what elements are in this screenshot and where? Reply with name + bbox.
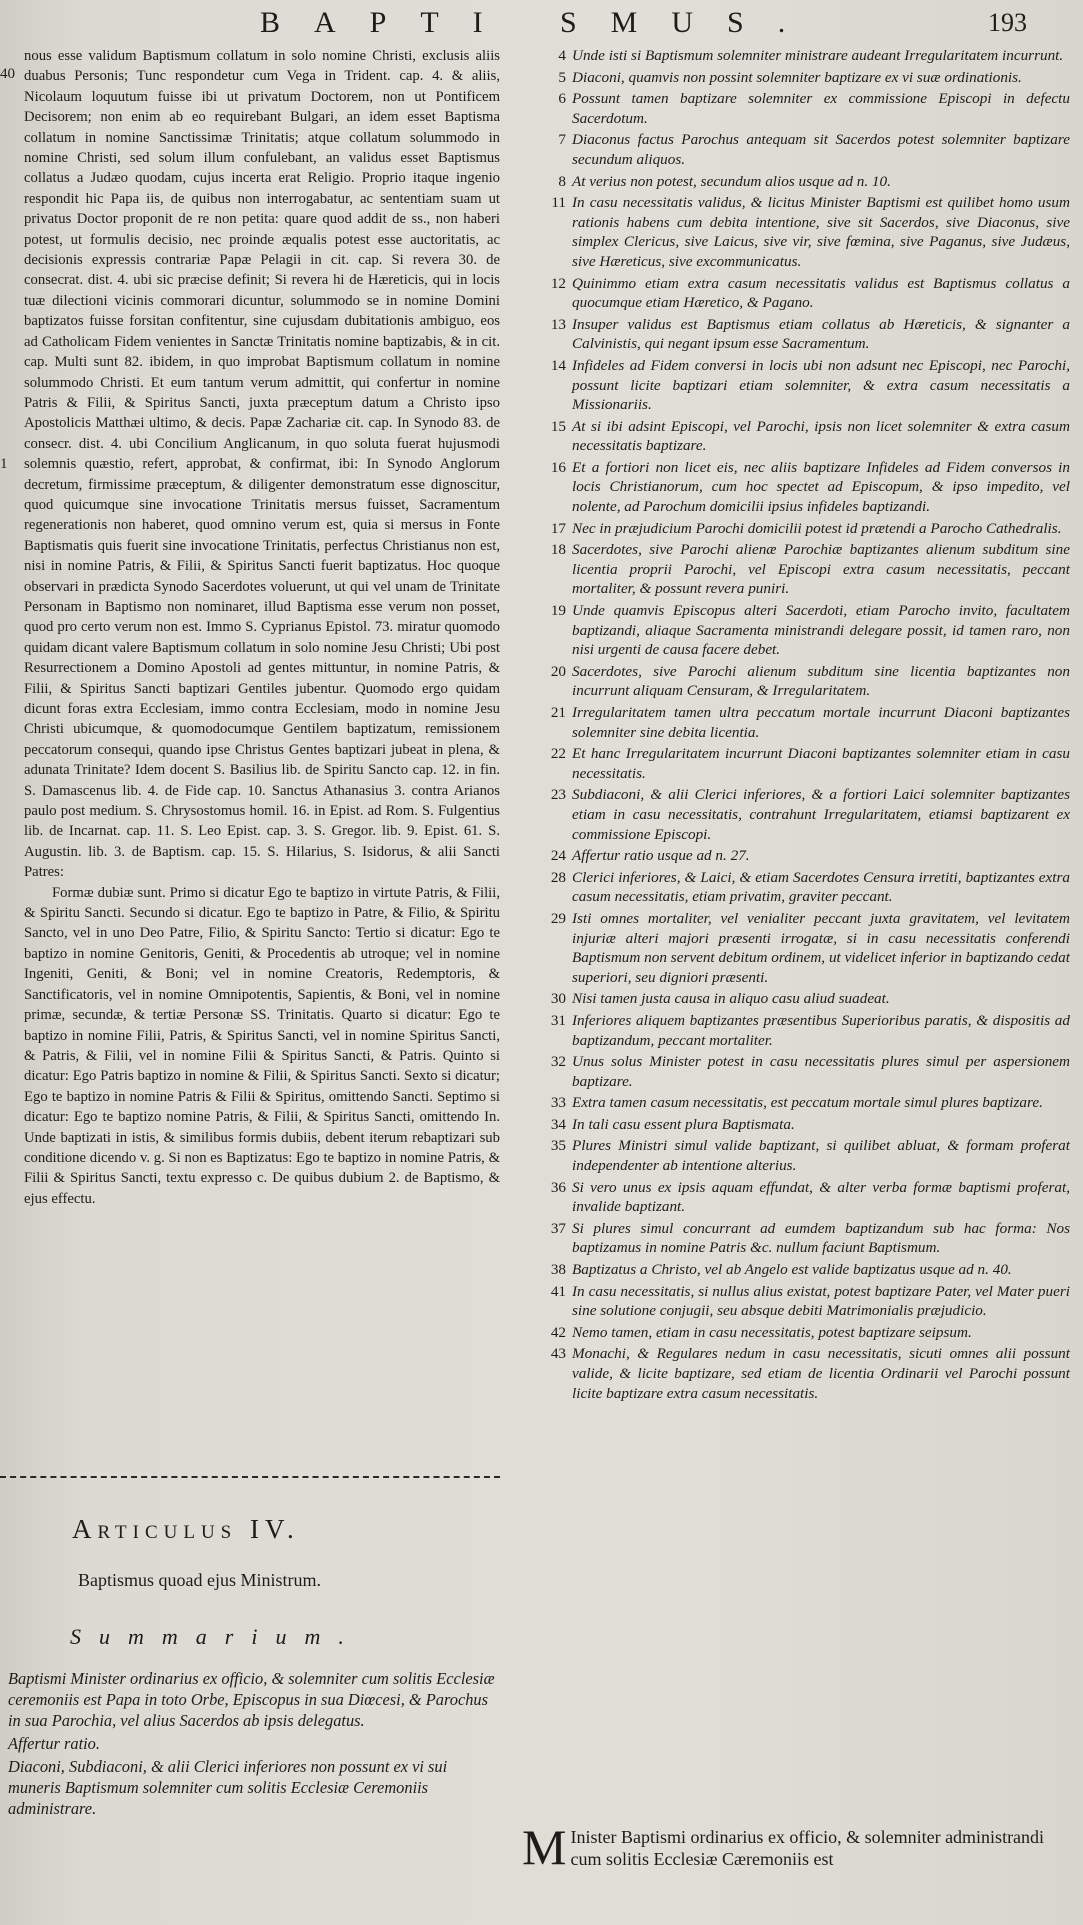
summary-point-number: 20 (550, 662, 566, 680)
summary-point (520, 1323, 1070, 1343)
article-title: Articulus IV. (72, 1514, 300, 1544)
summary-point-text: Irregularitatem tamen ultra peccatum mortale incurrunt Diaconi baptizantes solemniter sine debita licentia. (572, 704, 1070, 741)
summary-point (520, 744, 1070, 783)
summary-point (520, 1093, 1070, 1113)
summary-point-text: Insuper validus est Baptismus etiam collatus ab Hæreticis, & signanter a Calvinistis, qui negant ipsum esse Sacramentum. (572, 315, 1070, 353)
summary-point-number: 17 (550, 519, 566, 537)
summary-point (520, 68, 1070, 88)
summary-point-number: 34 (550, 1115, 566, 1133)
summary-point (520, 274, 1070, 313)
summary-point-text: Unde quamvis Episcopus alteri Sacerdoti, etiam Parocho invito, facultatem baptizandi, aliaque Sacramenta ministrandi delegare possit, id tamen raro, non nisi urgenti de causa facere debet. (572, 602, 1070, 659)
body-paragraph: Formæ dubiæ sunt. Primo si dicatur Ego te baptizo in virtute Patris, & Filii, & Spiritu Sancti. Secundo si dicatur. Ego te baptizo in Patre, & Filio, & Spiritu Sancto, vel in uno Deo Patre, Filio, & Spiritu Sancto: Tertio si dicatur: Ego te baptizo in nomine Genitoris, Geniti, & Procedentis ab utroque; vel in nomine Ingeniti, Geniti, & Boni; vel in nomine Creatoris, Redemptoris, & Sanctificatoris, vel in nomine Omnipotentis, Sapientis, & Boni, vel in nomine primæ, secundæ, & tertiæ Personæ SS. Trinitatis. Quarto si dicatur: Ego te baptizo in nomine Filii, Patris, & Spiritus Sancti, vel in nomine Spiritus Sancti, & Patris, & Filii, vel in nomine Filii & Spiritus Sancti, & Patris. Quinto si dicatur: Ego Patris baptizo in nomine & Filii, & Spiritus Sancti. Sexto si dicatur; Ego te baptizo in nomine Patris & Filii & Spiritus, omittendo Sancti. Septimo si dicatur: Ego te baptizo nomine Patris, & Filii, & Spiritus Sancti, omittendo In. Unde baptizati in istis, & similibus formis dubiis, debent iterum rebaptizari sub conditione dicendo v. g. Si non es Baptizatus: Ego te baptizo in nomine Patris, & Filii & Spiritus Sancti, textu expresso c. De quibus dubium 2. de Baptismo, & ejus effectu. (24, 884, 500, 1207)
opening-text: Inister Baptismi ordinarius ex officio, & solemniter administrandi cum solitis Ecclesiæ Cæremoniis est (570, 1827, 1045, 1869)
summary-point-text: Possunt tamen baptizare solemniter ex commissione Episcopi in defectu Sacerdotum. (572, 90, 1070, 127)
article-opening-paragraph (522, 1819, 1070, 1875)
summary-point-text: Unus solus Minister potest in casu necessitatis plures simul per aspersionem baptizare. (572, 1053, 1070, 1090)
summary-point-text: Nisi tamen justa causa in aliquo casu aliud suadeat. (572, 990, 890, 1008)
summary-point-text: In casu necessitatis, si nullus alius existat, potest baptizare Pater, vel Mater pueri sine solutione conjugii, seu absque debiti Matrimonialis præjudicio. (572, 1282, 1070, 1320)
summary-point (520, 417, 1070, 456)
summary-point-number: 13 (550, 315, 566, 333)
summary-point-text: Subdiaconi, & alii Clerici inferiores, & a fortiori Laici solemniter baptizantes etiam in casu necessitatis, contrahunt Irregularitatem, etiamsi baptizarent ex commissione Episcopi. (572, 786, 1070, 843)
summary-point (520, 868, 1070, 907)
summary-point-text: In tali casu essent plura Baptismata. (572, 1115, 795, 1133)
summary-point (520, 989, 1070, 1009)
summary-point-number: 38 (550, 1261, 566, 1279)
summary-point-number: 5 (558, 68, 566, 86)
summary-point-text: Inferiores aliquem baptizantes præsentibus Superioribus paratis, & dispositis ad baptizandum, peccant mortaliter. (572, 1011, 1070, 1049)
summary-point-text: Plures Ministri simul valide baptizant, si quilibet abluat, & formam proferat independenter ab intentione alterius. (572, 1137, 1070, 1175)
body-paragraph: nous esse validum Baptismum collatum in solo nomine Christi, exclusis aliis duabus Personis; Tunc respondetur cum Vega in Trident. cap. 4. & aliis, Nicolaum loquutum fuisse ibi ut privatum Doctorem, non ut Pontificem Decisorem; non enim ab eo requirebant Bulgari, an idem esset Baptisma collatum in nomine Sanctissimæ Trinitatis; atque collatum solummodo in nomine Christi, sed solum illum confulebant, an validus esset Baptismus collatus a Judæo quodam, cujus incerta erat Religio. Proprio itaque ingenio respondit hic Papa iis, de quibus non interrogabatur, ac sententiam suam ut privatus Doctor proponit de re non petita: quare quod addit de ss., non haberi potest, ut formulis decisio, nec proinde æqualis potest esse auctoritatis, ac decisionis expressis contrariæ Papæ Pelagii in cit. cap. Si revera 30. de consecrat. dist. 4. ubi sic præcise definit; Si revera hi de Hæreticis, qui in locis tuæ dilectioni vicinis commorari dicuntur, solummodo se in nomine Domini baptizatos fuisse forsitan confitentur, sine cujusdam dubitationis ambiguo, eos ad Catholicam Fidem venientes in Sanctæ Trinitatis nomine baptizabis, & in cit. cap. Multi sunt 82. ibidem, in quo improbat Baptismum collatum in nomine solummodo Christi. Et eum tantum verum admittit, qui confertur in nomine Patris & Filii, & Spiritus Sancti, juxta præceptum datum a Christo ipso Apostolicis Matthæi ultimo, & decis. Papæ Zachariæ cit. cap. In Synodo 83. de consecr. dist. 4. ubi Concilium Anglicanum, in quo soluta fuerat hujusmodi solemnis quæstio, refert, approbat, & confirmat, ibi: In Synodo Anglorum decretum, firmissime præceptum, & diligenter demonstratum esse dignoscitur, quod quicumque sine invocatione Trinitatis mersus fuisset, Sacramentum regenerationis non haberet, quod omnino verum est, quia si mersus in Fonte Baptismatis quis fuerit sine invocatione Trinitatis, perfectus Christianus non est, nisi in nomine Patris, & Filii, & Spiritus Sancti fuerit baptizatus. Hoc quoque observari in prædicta Synodo Sacerdotes voluerunt, ut qui vel unam de Trinitate Personam in Baptismo non nominaret, illud Baptisma esse verum non posset, quod pro certo verum non est. Immo S. Cyprianus Epistol. 73. miratur quomodo quidam dicant valere Baptismum collatum in solo nomine Jesu Christi; Ubi post Resurrectionem a Domino Apostoli ad gentes mittuntur, in nomine Patris, & Filii, & Spiritus Sancti baptizari Gentiles jubentur. Quomodo ergo quidam dicunt foras extra Ecclesiam, immo contra Ecclesiam, modo in nomine Jesu Christi ubicumque, & quomodocumque Gentilem baptizatum, remissionem peccatorum consequi, quando ipse Christus Gentes baptizari jubeat in plena, & adunata Trinitate? Idem docent S. Basilius lib. de Spiritu Sancto cap. 12. in fin. S. Damascenus lib. 4. de Fide cap. 10. Sanctus Athanasius 3. contra Arianos paulo post medium. S. Chrysostomus homil. 16. in Epist. ad Rom. S. Fulgentius lib. de Incarnat. cap. 11. S. Leo Epist. cap. 3. S. Gregor. lib. 9. Epist. 61. S. Augustin. lib. 3. de Baptism. cap. 15. S. Hilarius, S. Isidorus, & alii Sancti Patres: (24, 48, 500, 881)
summary-point (520, 703, 1070, 742)
summary-point-text: Nec in præjudicium Parochi domicilii potest id prætendi a Parocho Cathedralis. (572, 519, 1062, 537)
summary-point (520, 519, 1070, 539)
summary-point-text: Infideles ad Fidem conversi in locis ubi non adsunt nec Episcopi, nec Parochi, possunt licite baptizari etiam solemniter, & extra casum necessitatis a Missionariis. (572, 356, 1070, 414)
summary-point-number: 37 (550, 1219, 566, 1237)
summary-point-text: Isti omnes mortaliter, vel venialiter peccant juxta gravitatem, vel levitatem injuriæ alteri majori præsenti irrogatæ, si in casu necessitatis conferendi Baptismum non servent debitum ordinem, ut videlicet inferior in baptizando cedat superiori, seu digniori præsenti. (572, 909, 1070, 986)
summary-point (520, 1344, 1070, 1403)
section-divider (0, 1476, 500, 1478)
summary-point-number: 15 (550, 417, 566, 435)
running-title-part-1: BAPTI (260, 6, 517, 39)
summary-point (520, 46, 1070, 66)
summary-point-number: 31 (550, 1011, 566, 1029)
summary-point-text: Quinimmo etiam extra casum necessitatis validus est Baptismus collatus a quocumque etiam Hæretico, & Pagano. (572, 274, 1070, 312)
drop-cap: M (522, 1819, 567, 1875)
summary-point (520, 315, 1070, 354)
summary-point-number: 36 (550, 1178, 566, 1196)
summary-point-number: 41 (550, 1282, 566, 1300)
summary-point-number: 21 (550, 704, 566, 721)
summary-point-number: 22 (550, 745, 566, 763)
summary-point-number: 6 (558, 90, 566, 108)
summary-point-number: 11 (551, 194, 566, 212)
summary-heading: Summarium. (70, 1624, 362, 1649)
summary-point-text: Et hanc Irregularitatem incurrunt Diaconi baptizantes solemniter etiam in casu necessitatis. (572, 745, 1070, 782)
running-header (260, 6, 1063, 42)
margin-number: 40 (0, 66, 15, 82)
summary-point (520, 785, 1070, 844)
summary-item: Baptismi Minister ordinarius ex officio, & solemniter cum solitis Ecclesiæ ceremoniis est Papa in toto Orbe, Episcopus in sua Diœcesi, & Parochus in sua Parochia, vel alius Sacerdos ab ipsis delegatus. (8, 1669, 495, 1730)
summary-point-number: 8 (558, 172, 566, 190)
summary-point-text: At verius non potest, secundum alios usque ad n. 10. (572, 172, 891, 190)
summary-point (520, 846, 1070, 866)
summary-point-text: Clerici inferiores, & Laici, & etiam Sacerdotes Censura irretiti, baptizantes extra casum necessitatis, etiam privatim, graviter peccant. (572, 868, 1070, 906)
left-column (24, 46, 500, 1209)
summary-point-number: 16 (550, 458, 566, 476)
summary-point-number: 23 (550, 786, 566, 804)
summary-point (520, 1178, 1070, 1217)
summary-point (520, 1052, 1070, 1091)
summary-point (520, 1011, 1070, 1050)
running-title-part-2: SMUS. (560, 6, 820, 39)
summary-point-number: 42 (550, 1323, 566, 1341)
summary-point-text: Sacerdotes, sive Parochi alienæ Parochiæ baptizantes alienum subditum sine licentia proprii Parochi, vel Episcopi extra casum necessitatis, peccant mortaliter, & possunt revera puniri. (572, 541, 1070, 598)
summary-point-text: Nemo tamen, etiam in casu necessitatis, potest baptizare seipsum. (572, 1323, 972, 1341)
summary-point-text: Extra tamen casum necessitatis, est peccatum mortale simul plures baptizare. (572, 1094, 1043, 1112)
summary-point (520, 601, 1070, 660)
summary-point (520, 172, 1070, 192)
summary-point-text: In casu necessitatis validus, & licitus Minister Baptismi est quilibet homo usum rationis habens cum debita intentione, sive sit Sacerdos, sive Diaconus, sive simplex Clericus, sive Laicus, sive vir, sive fœmina, sive Paganus, sive Judæus, sive Hæreticus, sive excommunicatus. (572, 194, 1070, 270)
summary-point-text: Diaconus factus Parochus antequam sit Sacerdos potest solemniter baptizare secundum aliquos. (572, 131, 1070, 168)
summary-point (520, 909, 1070, 987)
summary-point (520, 1115, 1070, 1135)
summary-point (520, 356, 1070, 415)
summary-point-text: At si ibi adsint Episcopi, vel Parochi, ipsis non licet solemniter & extra casum necessitatis baptizare. (572, 417, 1070, 455)
page-number: 193 (988, 8, 1027, 37)
summary-point-number: 29 (550, 909, 566, 927)
summary-point-number: 14 (550, 356, 566, 374)
summary-point-number: 32 (550, 1053, 566, 1071)
summary-point-text: Si vero unus ex ipsis aquam effundat, & alter verba formæ baptismi proferat, invalide baptizant. (572, 1178, 1070, 1216)
summary-point (520, 662, 1070, 701)
summary-point (520, 1136, 1070, 1175)
article-subtitle: Baptismus quoad ejus Ministrum. (78, 1570, 321, 1590)
summary-point-text: Si plures simul concurrant ad eumdem baptizandum sub hac forma: Nos baptizamus in nomine Patris &c. nullum faciunt Baptismum. (572, 1219, 1070, 1257)
summary-item: Diaconi, Subdiaconi, & alii Clerici inferiores non possunt ex vi sui muneris Baptismum solemniter cum solitis Ecclesiæ Ceremoniis administrare. (8, 1757, 448, 1818)
summary-point-text: Unde isti si Baptismum solemniter ministrare audeant Irregularitatem incurrunt. (572, 47, 1064, 64)
summary-point (520, 1219, 1070, 1258)
summary-point-number: 33 (550, 1094, 566, 1112)
summary-point-number: 43 (550, 1345, 566, 1363)
right-column (520, 46, 1070, 1405)
summary-point-number: 28 (550, 868, 566, 886)
summary-point-text: Diaconi, quamvis non possint solemniter baptizare ex vi suæ ordinationis. (572, 68, 1022, 86)
summary-list (8, 1668, 500, 1821)
summary-point-number: 18 (550, 541, 566, 559)
summary-point-text: Baptizatus a Christo, vel ab Angelo est valide baptizatus usque ad n. 40. (572, 1261, 1012, 1279)
summary-point (520, 458, 1070, 517)
summary-point-number: 12 (550, 274, 566, 292)
summary-point-number: 7 (558, 131, 566, 149)
summary-item: Affertur ratio. (8, 1734, 100, 1753)
summary-point (520, 130, 1070, 169)
summary-point (520, 89, 1070, 128)
summary-point-text: Affertur ratio usque ad n. 27. (572, 847, 750, 865)
summary-point (520, 540, 1070, 599)
summary-point-number: 19 (550, 602, 566, 620)
summary-point-number: 35 (550, 1137, 566, 1155)
summary-point (520, 1282, 1070, 1321)
summary-point-text: Monachi, & Regulares nedum in casu necessitatis, sicuti omnes alii possunt valide, & licite baptizare, sed etiam de licentia Ordinarii vel Parochi possunt licite baptizare extra casum necessitatis. (572, 1345, 1070, 1402)
summary-point-number: 30 (550, 990, 566, 1008)
summary-point-text: Sacerdotes, sive Parochi alienum subditum sine licentia baptizantes non incurrunt aliquam Censuram, & Irregularitatem. (572, 662, 1070, 700)
margin-number: 1 (0, 456, 8, 472)
summary-point (520, 1260, 1070, 1280)
summary-point-text: Et a fortiori non licet eis, nec aliis baptizare Infideles ad Fidem conversos in locis Christianorum, cum hoc spectet ad Episcopum, & ipso impedito, vel nolente, ad Parochum domicilii ipsius infideles baptizandi. (572, 458, 1070, 516)
summary-point (520, 193, 1070, 271)
summary-point-number: 4 (558, 47, 566, 64)
summary-point-number: 24 (550, 847, 566, 865)
